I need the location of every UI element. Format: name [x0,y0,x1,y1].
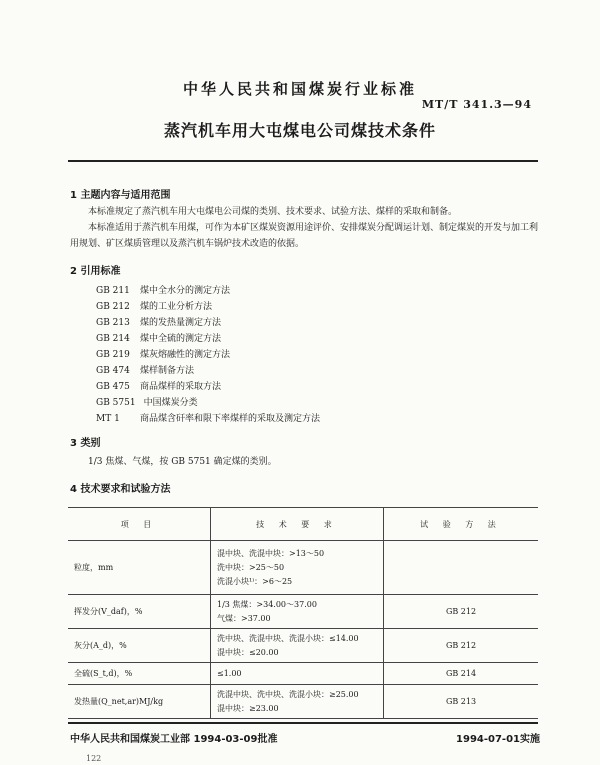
reference-item [96,379,221,392]
reference-item [96,283,230,296]
table-header-row [68,508,538,541]
header-item: 项 目 [68,508,211,541]
reference-title: 煤的工业分析方法 [140,302,213,312]
requirement-line: 混中块：≤20.00 [217,647,279,657]
row-test-method: GB 212 [384,629,539,663]
row-requirement [211,663,384,685]
requirement-line: 气煤：>37.00 [217,613,271,623]
reference-code: GB 474 [96,366,130,376]
section-1-paragraph-2: 本标准适用于蒸汽机车用煤，可作为本矿区煤炭资源用途评价、安排煤炭分配调运计划、制定煤炭的开发与加工利用规划、矿区煤质管理以及蒸汽机车锅炉技术改造的依据。 [70,223,539,249]
reference-code: MT 1 [96,414,120,424]
reference-item [96,395,198,408]
reference-title: 煤中全水分的测定方法 [140,286,231,296]
requirement-line: 洗中块：>25～50 [217,562,285,572]
reference-item [96,315,221,328]
row-item: 灰分(A_d)，% [68,629,211,663]
row-item: 粒度，mm [68,541,211,595]
row-test-method: GB 213 [384,685,539,719]
requirement-line: 混中块：≥23.00 [217,703,279,713]
row-requirement [211,629,384,663]
reference-item [96,299,212,312]
requirement-line: 1/3 焦煤：>34.00～37.00 [217,599,317,609]
header-rule [68,160,538,162]
reference-title: 煤样制备方法 [140,366,195,376]
row-requirement [211,685,384,719]
row-item: 全硫(S_t,d)，% [68,663,211,685]
reference-code: GB 214 [96,334,130,344]
row-test-method [384,541,539,595]
reference-item [96,363,194,376]
section-3-heading: 3 类别 [70,438,101,449]
row-item: 发热量(Q_net,ar)MJ/kg [68,685,211,719]
reference-code: GB 211 [96,286,130,296]
requirement-line: 混中块、洗混中块：>13～50 [217,548,325,558]
row-requirement [211,541,384,595]
row-item: 挥发分(V_daf)，% [68,595,211,629]
row-test-method: GB 214 [384,663,539,685]
reference-code: GB 475 [96,382,130,392]
reference-title: 中国煤炭分类 [143,398,198,408]
header-requirement: 技 术 要 求 [211,508,384,541]
section-3-paragraph: 1/3 焦煤、气煤，按 GB 5751 确定煤的类别。 [88,457,277,467]
table-row [68,541,538,595]
reference-code: GB 213 [96,318,130,328]
page-number: 122 [86,754,102,763]
reference-title: 煤中全硫的测定方法 [140,334,222,344]
document-title: 蒸汽机车用大屯煤电公司煤技术条件 [163,121,436,140]
header-test-method: 试 验 方 法 [384,508,539,541]
table-row [68,663,538,685]
reference-item [96,411,320,424]
standard-code: MT/T 341.3—94 [421,98,532,111]
requirement-line: 洗中块、洗混中块、洗混小块：≤14.00 [217,633,359,643]
reference-code: GB 5751 [96,398,136,408]
section-2-heading: 2 引用标准 [70,266,121,277]
requirement-line: ≤1.00 [217,668,242,678]
table-row [68,595,538,629]
reference-code: GB 219 [96,350,130,360]
table-row [68,685,538,719]
section-4-heading: 4 技术要求和试验方法 [70,484,171,495]
reference-item [96,347,230,360]
reference-title: 煤的发热量测定方法 [140,318,222,328]
requirement-line: 洗混小块¹⁾：>6～25 [217,576,293,586]
row-test-method: GB 212 [384,595,539,629]
reference-title: 商品煤样的采取方法 [140,382,222,392]
reference-code: GB 212 [96,302,130,312]
tech-requirements-table [68,507,538,719]
reference-title: 商品煤含矸率和限下率煤样的采取及测定方法 [140,414,321,424]
table-row [68,629,538,663]
section-1-heading: 1 主题内容与适用范围 [70,190,171,201]
row-requirement [211,595,384,629]
reference-title: 煤灰熔融性的测定方法 [140,350,231,360]
standard-title: 中华人民共和国煤炭行业标准 [182,80,417,98]
effective-date: 1994-07-01实施 [456,734,540,745]
requirement-line: 洗混中块、洗中块、洗混小块：≥25.00 [217,689,359,699]
approval-line: 中华人民共和国煤炭工业部 1994-03-09批准 [70,734,278,745]
reference-item [96,331,221,344]
section-1-paragraph-1: 本标准规定了蒸汽机车用大屯煤电公司煤的类别、技术要求、试验方法、煤样的采取和制备。 [88,207,458,217]
footer-rule [68,722,538,724]
